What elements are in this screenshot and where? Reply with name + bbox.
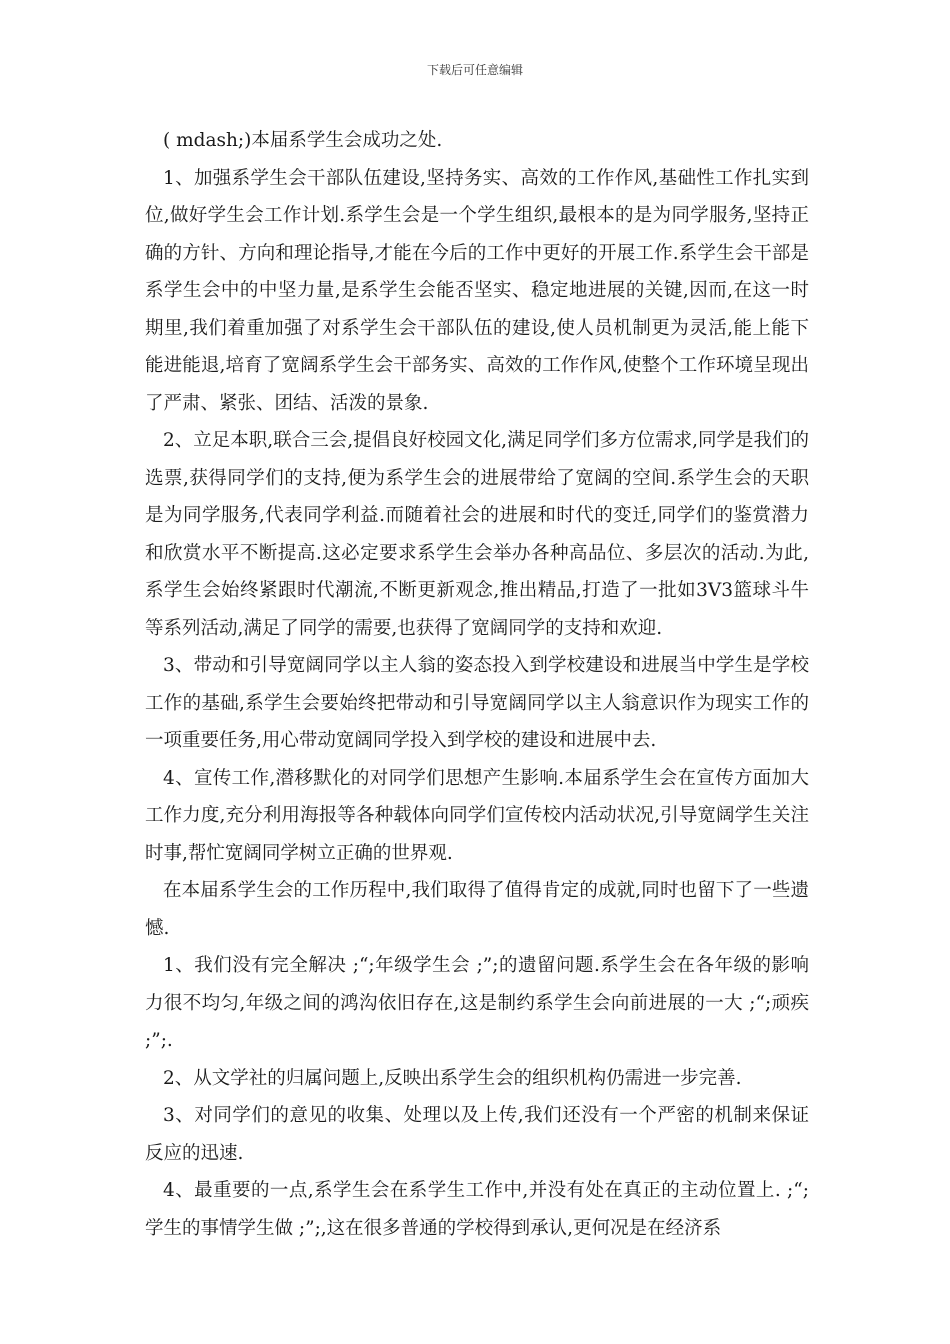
page-header: 下载后可任意编辑 (426, 63, 523, 77)
paragraph: 2、立足本职,联合三会,提倡良好校园文化,满足同学们多方位需求,同学是我们的选票,获得同学们的支持,便为系学生会的进展带给了宽阔的空间.系学生会的天职是为同学服务,代表同学利益.而随着社会的进展和时代的变迁,同学们的鉴赏潜力和欣赏水平不断提高.这必定要求系学生会举办各种高品位、多层次的活动.为此,系学生会始终紧跟时代潮流,不断更新观念,推出精品,打造了一批如3V3篮球斗牛等系列活动,满足了同学的需要,也获得了宽阔同学的支持和欢迎. (145, 430, 809, 639)
paragraph: 3、带动和引导宽阔同学以主人翁的姿态投入到学校建设和进展当中学生是学校工作的基础,系学生会要始终把带动和引导宽阔同学以主人翁意识作为现实工作的一项重要任务,用心带动宽阔同学投入到学校的建设和进展中去. (145, 655, 809, 751)
paragraph: 2、从文学社的归属问题上,反映出系学生会的组织机构仍需进一步完善. (163, 1067, 742, 1089)
paragraph: 在本届系学生会的工作历程中,我们取得了值得肯定的成就,同时也留下了一些遗憾. (145, 880, 809, 939)
paragraph-heading: ( mdash;)本届系学生会成功之处. (163, 130, 443, 151)
paragraph: 3、对同学们的意见的收集、处理以及上传,我们还没有一个严密的机制来保证反应的迅速. (145, 1105, 809, 1164)
paragraph: 1、我们没有完全解决 ;“;年级学生会 ;”;的遗留问题.系学生会在各年级的影响力很不均匀,年级之间的鸿沟依旧存在,这是制约系学生会向前进展的一大 ;“;顽疾 ;”;. (145, 955, 809, 1051)
paragraph: 4、宣传工作,潜移默化的对同学们思想产生影响.本届系学生会在宣传方面加大工作力度,充分利用海报等各种载体向同学们宣传校内活动状况,引导宽阔学生关注时事,帮忙宽阔同学树立正确的世界观. (145, 767, 809, 864)
paragraph: 4、最重要的一点,系学生会在系学生工作中,并没有处在真正的主动位置上. ;“;学生的事情学生做 ;”;,这在很多普通的学校得到承认,更何况是在经济系 (145, 1180, 809, 1239)
paragraph: 1、加强系学生会干部队伍建设,坚持务实、高效的工作作风,基础性工作扎实到位,做好学生会工作计划.系学生会是一个学生组织,最根本的是为同学服务,坚持正确的方针、方向和理论指导,才能在今后的工作中更好的开展工作.系学生会干部是系学生会中的中坚力量,是系学生会能否坚实、稳定地进展的关键,因而,在这一时期里,我们着重加强了对系学生会干部队伍的建设,使人员机制更为灵活,能上能下能进能退,培育了宽阔系学生会干部务实、高效的工作作风,使整个工作环境呈现出了严肃、紧张、团结、活泼的景象. (145, 167, 809, 414)
document-body (145, 122, 809, 1247)
